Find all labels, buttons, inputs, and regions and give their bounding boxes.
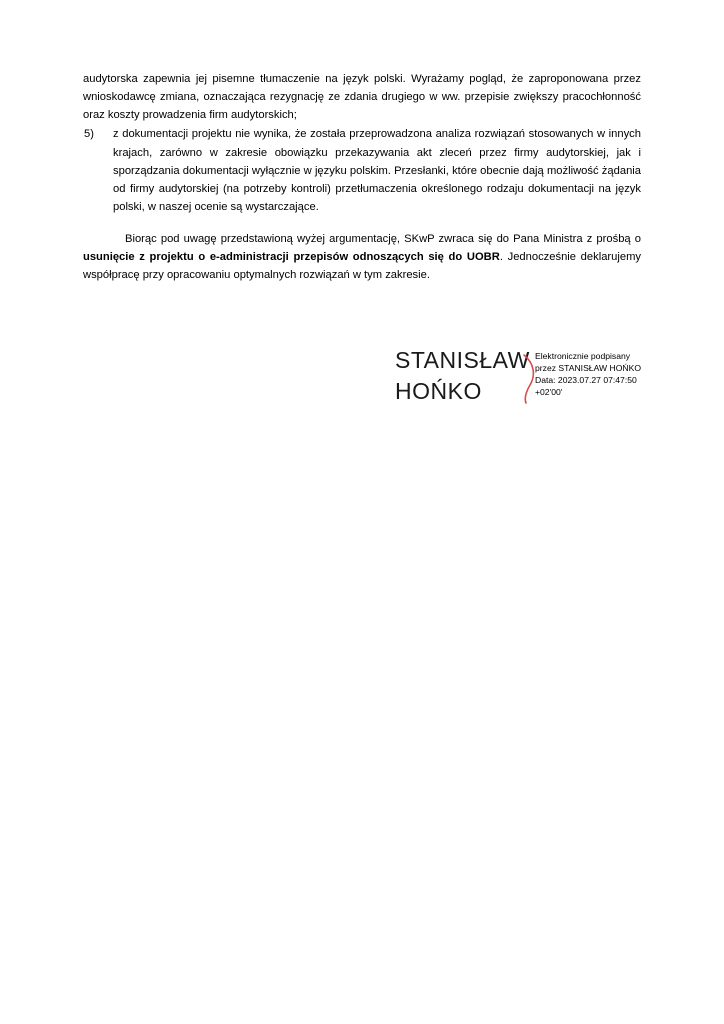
list-item-text: z dokumentacji projektu nie wynika, że została przeprowadzona analiza rozwiązań stosowanych w innych krajach, zarówno w zakresie obowiązku przekazywania akt zleceń przez firmy audytorskiej, jak i sporządzania dokumentacji wyłącznie w języku polskim. Przesłanki, które obecnie dają możliwość żądania od firmy audytorskiej (na potrzeby kontroli) przetłumaczenia określonego rodzaju dokumentacji na język polski, w naszej ocenie są wystarczające.	[113, 128, 641, 213]
closing-paragraph-emphasis: usunięcie z projektu o e-administracji przepisów odnoszących się do UOBR	[83, 251, 500, 264]
closing-paragraph-part1: Biorąc pod uwagę przedstawioną wyżej argumentację, SKwP zwraca się do Pana Ministra z prośbą o	[125, 233, 641, 246]
signature-meta-line2: przez STANISŁAW HOŃKO	[535, 362, 642, 373]
signature-meta-line3: Data: 2023.07.27 07:47:50	[535, 374, 637, 385]
signature-metadata	[535, 351, 660, 398]
continued-paragraph: audytorska zapewnia jej pisemne tłumaczenie na język polski. Wyrażamy pogląd, że zaproponowana przez wnioskodawcę zmiana, oznaczająca rezygnację ze zdania drugiego w ww. przepisie zwiększy pracochłonność oraz koszty prowadzenia firm audytorskich;	[83, 73, 641, 122]
list-item-marker: 5)	[84, 128, 94, 141]
signature-name	[395, 345, 530, 406]
signature-meta-line1: Elektronicznie podpisany	[535, 351, 631, 361]
document-content	[83, 70, 641, 285]
closing-paragraph	[83, 230, 641, 284]
list-item-body	[113, 125, 641, 216]
signature-name-line2: HOŃKO	[395, 377, 482, 404]
closing-paragraph-part2: . Jednocześnie deklarujemy współpracę przy opracowaniu optymalnych rozwiązań w tym zakresie.	[83, 251, 641, 282]
signature-name-line1: STANISŁAW	[395, 347, 530, 373]
list-item	[83, 125, 641, 216]
signature-meta-line4: +02'00'	[535, 386, 563, 397]
electronic-signature-block	[395, 345, 655, 415]
